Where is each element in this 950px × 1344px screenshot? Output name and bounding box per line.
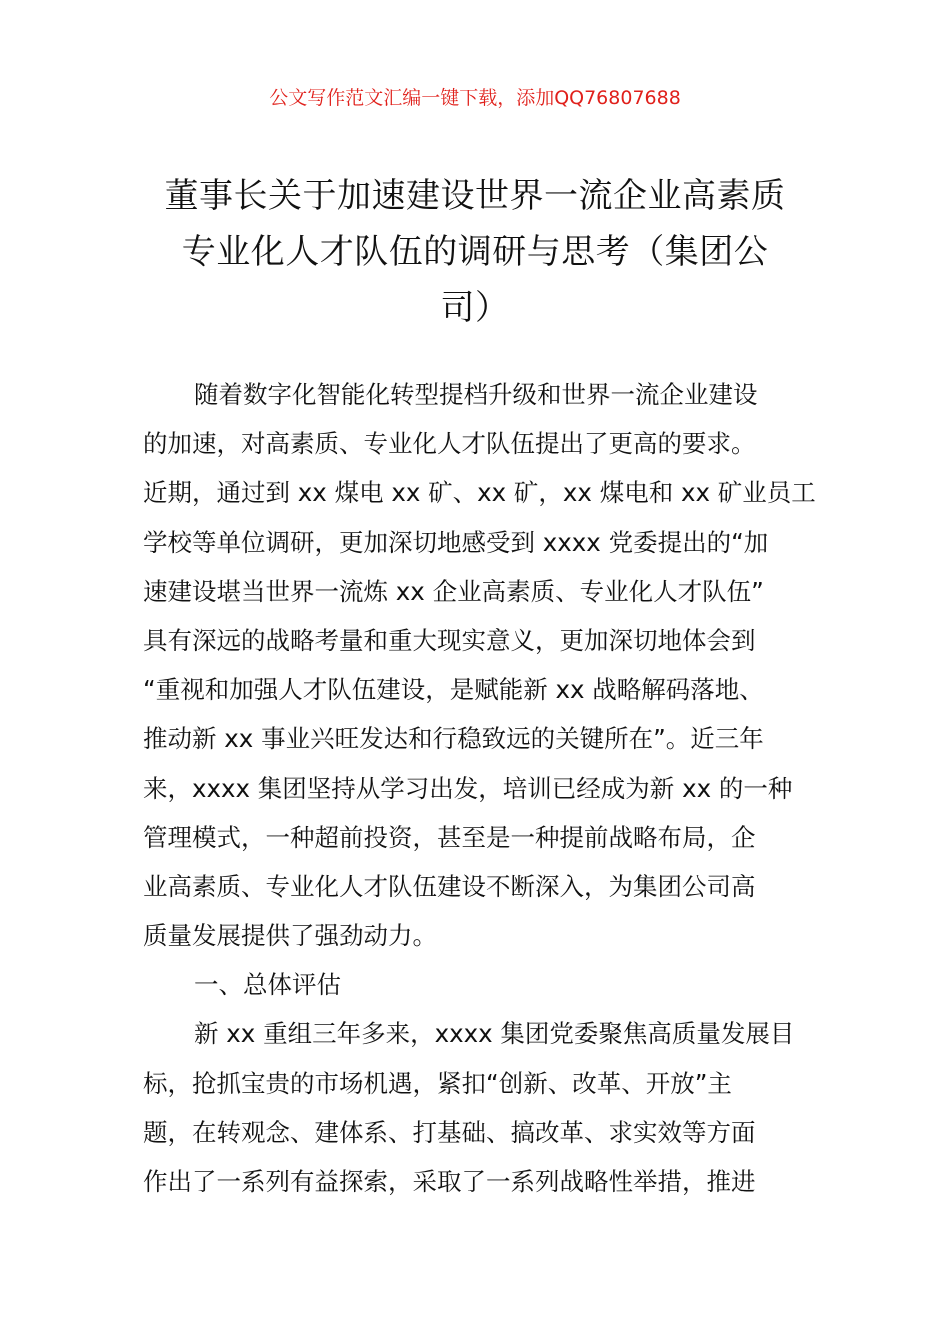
body-line: 推动新 xx 事业兴旺发达和行稳致远的关键所在”。近三年	[143, 724, 764, 754]
promo-banner: 公文写作范文汇编一键下载，添加QQ76807688	[269, 87, 681, 109]
body-line: 新 xx 重组三年多来，xxxx 集团党委聚焦高质量发展目	[194, 1019, 795, 1049]
body-line: 作出了一系列有益探索，采取了一系列战略性举措，推进	[143, 1167, 756, 1196]
body-line: 近期，通过到 xx 煤电 xx 矿、xx 矿，xx 煤电和 xx 矿业员工	[143, 478, 816, 508]
body-line: 学校等单位调研，更加深切地感受到 xxxx 党委提出的“加	[143, 527, 769, 557]
body-line: 的加速，对高素质、专业化人才队伍提出了更高的要求。	[143, 429, 756, 459]
title-line: 专业化人才队伍的调研与思考（集团公	[181, 232, 769, 272]
body-line: 随着数字化智能化转型提档升级和世界一流企业建设	[194, 380, 758, 409]
body-line: 标，抢抓宝贵的市场机遇，紧扣“创新、改革、开放”主	[143, 1068, 732, 1098]
body-line: 题，在转观念、建体系、打基础、搞改革、求实效等方面	[143, 1117, 756, 1147]
body-line: 速建设堪当世界一流炼 xx 企业高素质、专业化人才队伍”	[143, 576, 764, 606]
document-title	[120, 168, 830, 336]
document-body	[143, 370, 816, 1206]
body-line: 管理模式，一种超前投资，甚至是一种提前战略布局，企	[143, 822, 756, 852]
title-line: 司）	[440, 288, 510, 328]
body-line: 来，xxxx 集团坚持从学习出发，培训已经成为新 xx 的一种	[143, 773, 793, 803]
body-line: 业高素质、专业化人才队伍建设不断深入，为集团公司高	[143, 871, 756, 901]
body-line: 质量发展提供了强劲动力。	[143, 921, 437, 951]
body-line: “重视和加强人才队伍建设，是赋能新 xx 战略解码落地、	[143, 675, 764, 705]
title-line: 董事长关于加速建设世界一流企业高素质	[164, 176, 786, 216]
body-line: 具有深远的战略考量和重大现实意义，更加深切地体会到	[143, 625, 756, 655]
section-heading: 一、总体评估	[194, 970, 341, 1000]
